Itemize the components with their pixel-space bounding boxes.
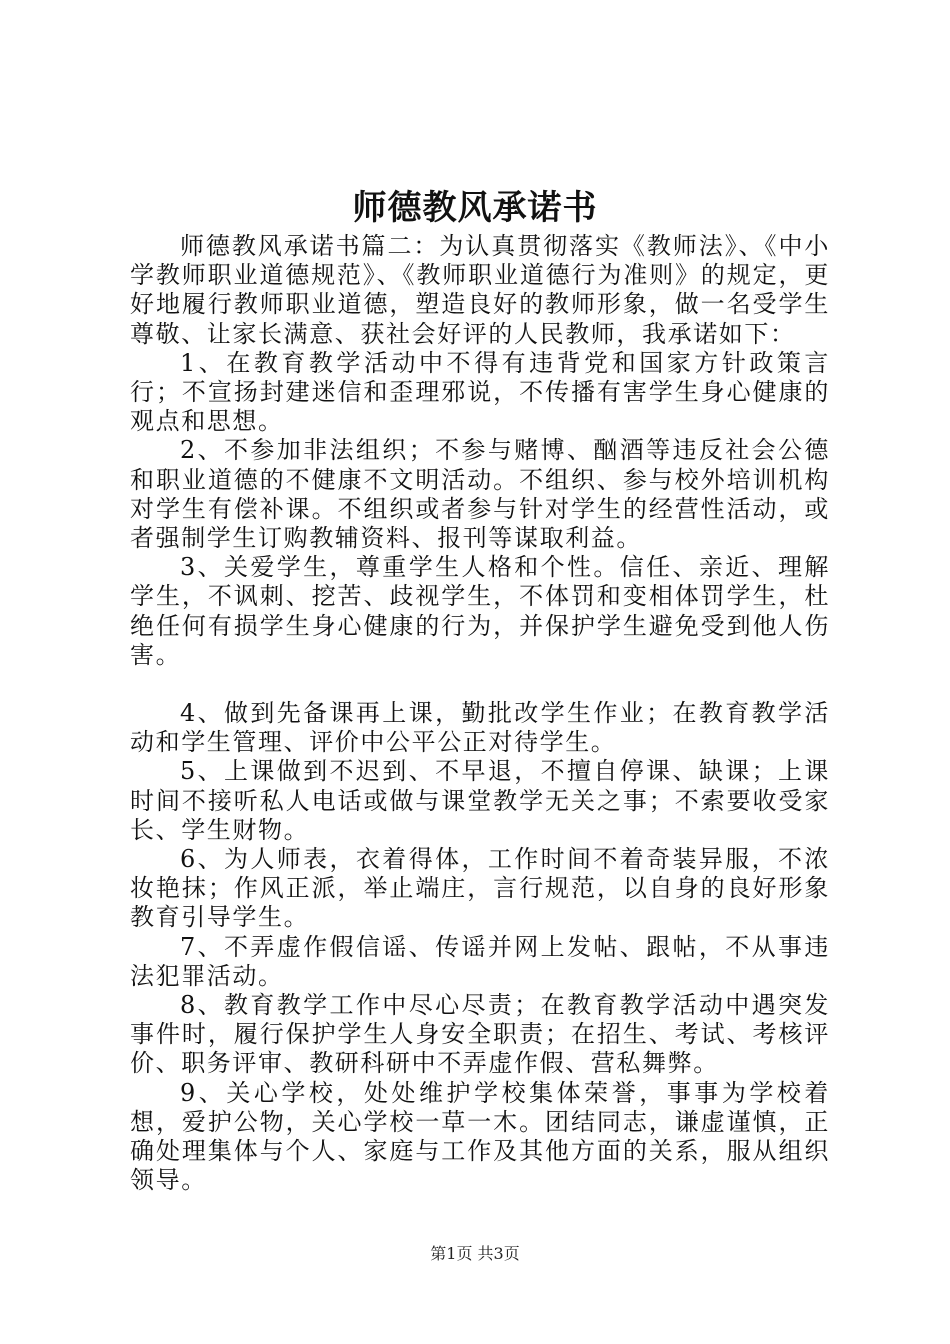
pledge-item-1: 1、在教育教学活动中不得有违背党和国家方针政策言行；不宣扬封建迷信和歪理邪说，不传播有害学生身心健康的观点和思想。 [130, 348, 830, 436]
pledge-item-3: 3、关爱学生，尊重学生人格和个性。信任、亲近、理解学生，不讽刺、挖苦、歧视学生，不体罚和变相体罚学生，杜绝任何有损学生身心健康的行为，并保护学生避免受到他人伤害。 [130, 553, 830, 669]
document-title: 师德教风承诺书 [352, 188, 598, 228]
pledge-item-6: 6、为人师表，衣着得体，工作时间不着奇装异服，不浓妆艳抹；作风正派，举止端庄，言行规范，以自身的良好形象教育引导学生。 [130, 845, 830, 932]
pledge-item-7: 7、不弄虚作假信谣、传谣并网上发帖、跟帖，不从事违法犯罪活动。 [130, 932, 830, 990]
pledge-item-9: 9、关心学校，处处维护学校集体荣誉，事事为学校着想，爱护公物，关心学校一草一木。团结同志，谦虚谨慎，正确处理集体与个人、家庭与工作及其他方面的关系，服从组织领导。 [130, 1078, 830, 1195]
pledge-item-2: 2、不参加非法组织；不参与赌博、酗酒等违反社会公德和职业道德的不健康不文明活动。不组织、参与校外培训机构对学生有偿补课。不组织或者参与针对学生的经营性活动，或者强制学生订购教辅资料、报刊等谋取利益。 [130, 436, 830, 553]
document-body [130, 232, 830, 1196]
pledge-item-4: 4、做到先备课再上课，勤批改学生作业；在教育教学活动和学生管理、评价中公平公正对待学生。 [130, 699, 830, 757]
pledge-item-5: 5、上课做到不迟到、不早退，不擅自停课、缺课；上课时间不接听私人电话或做与课堂教学无关之事；不索要收受家长、学生财物。 [130, 757, 830, 844]
page-number-footer: 第1页 共3页 [430, 1244, 520, 1263]
intro-paragraph: 师德教风承诺书篇二：为认真贯彻落实《教师法》、《中小学教师职业道德规范》、《教师职业道德行为准则》的规定，更好地履行教师职业道德，塑造良好的教师形象，做一名受学生尊敬、让家长满意、获社会好评的人民教师，我承诺如下： [130, 232, 830, 348]
pledge-item-8: 8、教育教学工作中尽心尽责；在教育教学活动中遇突发事件时，履行保护学生人身安全职责；在招生、考试、考核评价、职务评审、教研科研中不弄虚作假、营私舞弊。 [130, 991, 830, 1078]
